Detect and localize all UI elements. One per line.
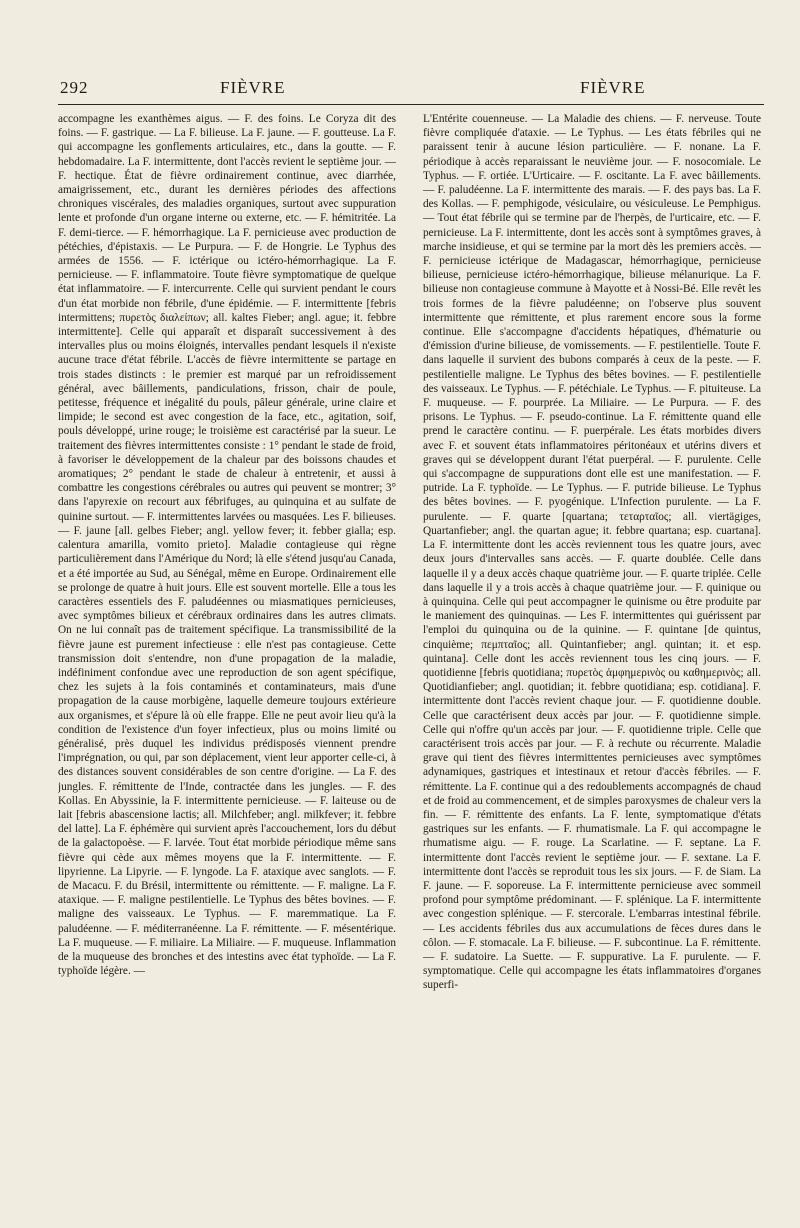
header-title-left: FIÈVRE — [220, 78, 286, 97]
right-column-text: L'Entérite couenneuse. — La Maladie des chiens. — F. nerveuse. Toute fièvre compliquée d'ataxie. — Le Typhus. — Les états fébriles qui ne paraissent tenir à aucune lésion particulière. — F. nonane. La F. périodique à accès reparaissant le neuvième jour. — F. nosocomiale. Le Typhus. — F. ortiée. L'Urticaire. — F. oscitante. La F. avec bâillements. — F. paludéenne. La F. intermittente des marais. — F. des pays bas. La F. des Kollas. — F. pemphigode, vésiculaire, ou vésiculeuse. Le Pemphigus. — Tout état fébrile qui se termine par de l'herpès, de l'urticaire, etc. — F. pernicieuse. La F. intermittente, dont les accès sont à symptômes graves, à marche insidieuse, et qui se termine par la mort dès les premiers accès. — F. pernicieuse ictérique de Madagascar, hémorrhagique, pernicieuse bilieuse, pernicieuse ictéro-hémorrhagique, bilieuse mélanurique. La F. bilieuse non contagieuse commune à Mayotte et à Nossi-Bé. Elle revêt les trois formes de la fièvre paludéenne; on l'observe plus souvent intermittente que rémittente, et plus rarement encore sous la forme continue. Elle s'accompagne d'accidents hépatiques, d'hématurie ou d'émission d'urine bilieuse, de vomissements. — F. pestilentielle. Toute F. dans laquelle il survient des bubons comparés à ceux de la peste. — F. pestilentielle maligne. Le Typhus des bêtes bovines. — F. pestilentielle des vaisseaux. Le Typhus. — F. pétéchiale. Le Typhus. — F. pituiteuse. La F. muqueuse. — F. pourprée. La Miliaire. — Le Purpura. — F. des prisons. Le Typhus. — F. pseudo-continue. La F. rémittente quand elle prend le caractère continu. — F. puerpérale. Les états morbides divers avec F. et souvent états inflammatoires péritonéaux et utérins divers et graves qui se développent durant l'état puerpéral. — F. purulente. Celle qui s'accompagne de suppurations dont elle est une manifestation. — F. putride. La F. typhoïde. — Le Typhus. — F. putride bilieuse. Le Typhus des bêtes bovines. — F. pyogénique. L'Infection purulente. — La F. purulente. — F. quarte [quartana; τεταρταῖος; all. viertägiges, Quartanfieber; angl. the quartan ague; it. febbre quartana; esp. cuartana]. La F. intermittente dont les accès reviennent tous les quatre jours, avec deux jours d'intervalles sans accès. — F. quarte doublée. Celle dans laquelle il y a deux accès chaque quatrième jour. — F. quarte triplée. Celle dans laquelle il y a trois accès à chaque quatrième jour. — F. quinique ou à quinquina. Celle qui peut accompagner le quinisme ou être produite par le maniement des quinquinas. — Les F. intermittentes qui guérissent par l'emploi du quinquina ou de la quinine. — F. quintane [de quintus, cinquième; πεμπταῖος; all. Quintanfieber; angl. quintan; it. et esp. quintana]. Celle dont les accès reviennent tous les cinq jours. — F. quotidienne [febris quotidiana; πυρετὸς ἀμφημερινὸς ou καθημερινὸς; all. Quotidianfieber; angl. quotidian; it. febbre quotidiana; esp. cotidiana]. F. intermittente dont l'accès revient chaque jour. — F. quotidienne double. Celle que caractérisent deux accès par jour. — F. quotidienne simple. Celle qui n'offre qu'un accès par jour. — F. quotidienne triple. Celle que caractérisent trois accès par jour. — F. à rechute ou récurrente. Maladie grave qui tient des fièvres intermittentes pernicieuses avec symptômes adynamiques, gastriques et intestinaux et retour d'accès fébriles. — F. rémittente. La F. continue qui a des redoublements accompagnés de chaud et de froid au commencement, et de simples paroxysmes de chaleur vers la fin. — F. rémittente des enfants. La F. lente, symptomatique d'états gastriques sur les enfants. — F. rhumatismale. La F. qui accompagne le rhumatisme aigu. — F. rouge. La Scarlatine. — F. septane. La F. intermittente dont l'accès revient le septième jour. — F. sextane. La F. intermittente dont l'accès se reproduit tous les six jours. — F. de Siam. La F. jaune. — F. soporeuse. La F. intermittente pernicieuse avec sommeil profond pour symptôme prédominant. — F. splénique. La F. intermittente avec congestion splénique. — F. stercorale. L'embarras intestinal fébrile. — Les accidents fébriles dus aux accumulations de fèces dures dans le côlon. — F. stomacale. La F. bilieuse. — F. subcontinue. La F. rémittente. — F. sudatoire. La Suette. — F. suppurative. La F. purulente. — F. symptomatique. Celle qui accompagne les états inflammatoires d'organes superfi- — [423, 113, 761, 992]
header-title-right: FIÈVRE — [580, 78, 646, 97]
right-column — [423, 112, 761, 1212]
header-rule — [58, 104, 764, 105]
page-number: 292 — [60, 78, 89, 97]
left-column — [58, 112, 396, 1212]
left-column-text: accompagne les exanthèmes aigus. — F. des foins. Le Coryza dit des foins. — F. gastrique. — La F. bilieuse. La F. jaune. — F. goutteuse. La F. qui accompagne les gonflements articulaires, etc., dans la goutte. — F. hebdomadaire. La F. intermittente, dont l'accès revient le septième jour. — F. hectique. État de fièvre ordinairement continue, avec diarrhée, amaigrissement, etc., durant les dernières périodes des affections chroniques viscérales, des maladies organiques, surtout avec suppuration lente et profonde d'un organe interne ou externe, etc. — F. hémitritée. La F. demi-tierce. — F. hémorrhagique. La F. pernicieuse avec production de pétéchies, d'épistaxis. — Le Purpura. — F. de Hongrie. Le Typhus des armées de 1556. — F. ictérique ou ictéro-hémorrhagique. La F. pernicieuse. — F. inflammatoire. Toute fièvre symptomatique de quelque état inflammatoire. — F. intercurrente. Celle qui survient pendant le cours d'un état morbide non fébrile, d'une épidémie. — F. intermittente [febris intermittens; πυρετὸς διαλείπων; all. kaltes Fieber; angl. ague; it. febbre intermittente]. Celle qui apparaît et disparaît successivement à des intervalles plus ou moins éloignés, intervalles pendant lesquels il n'existe aucune trace d'état fébrile. L'accès de fièvre intermittente se partage en trois stades distincts : le premier est marqué par un refroidissement général, avec bâillements, pandiculations, frisson, chair de poule, petitesse, fréquence et inégalité du pouls, pâleur générale, urine claire et limpide; le second est avec congestion de la face, etc., agitation, soif, pouls développé, urine rouge; le troisième est caractérisé par la sueur. Le traitement des fièvres intermittentes consiste : 1° pendant le stade de froid, à favoriser le développement de la chaleur par des boissons chaudes et aromatiques; 2° pendant le stade de chaleur à entretenir, et aussi à combattre les congestions cérébrales ou autres qui peuvent se montrer; 3° dans l'apyrexie on recourt aux fébrifuges, au quinquina et au sulfate de quinine surtout. — F. intermittentes larvées ou masquées. Les F. bilieuses. — F. jaune [all. gelbes Fieber; angl. yellow fever; it. febber gialla; esp. calentura amarilla, vomito prieto]. Maladie contagieuse qui règne particulièrement dans l'Amérique du Nord; là elle s'étend jusqu'au Canada, et a été importée au Sud, au Sénégal, même en Europe. Ordinairement elle se prolonge de quatre à huit jours. Elle est souvent mortelle. Elle a tous les caractères essentiels des F. paludéennes ou miasmatiques pernicieuses, avec symptômes bilieux et cérébraux ordinaires dans les autres climats. On ne lui connaît pas de traitement spécifique. La transmissibilité de la fièvre jaune est purement infectieuse : elle n'est pas contagieuse. Cette transmission doit s'entendre, non d'une propagation de la maladie, indéfiniment confondue avec une reproduction de son agent spécifique, chez les sujets à la fois contaminés et contaminateurs, mais d'une propagation de la cause morbigène, laquelle demeure toujours extérieure aux organismes, et s'épure là où elle frappe. Elle ne peut avoir lieu qu'à la condition de l'existence d'un foyer infectieux, plus ou moins limité ou généralisé, près duquel les individus prédisposés viennent prendre l'imprégnation, ou qui, par son déplacement, vient leur apporter celle-ci, à des distances souvent considérables de son centre d'origine. — La F. des jungles. F. rémittente de l'Inde, contractée dans les jungles. — F. des Kollas. En Abyssinie, la F. intermittente pernicieuse. — F. laiteuse ou de lait [febris abascensione lactis; all. Milchfeber; angl. milkfever; it. febbre del latte]. La F. éphémère qui survient après l'accouchement, lors du début de la galactopoèse. — F. larvée. Tout état morbide périodique même sans fièvre qui cède aux mêmes moyens que la F. intermittente. — F. lipyrienne. La Lipyrie. — F. lyngode. La F. ataxique avec sanglots. — F. de Macacu. F. du Brésil, intermittente ou rémittente. — F. maligne. La F. ataxique. — F. maligne pestilentielle. Le Typhus des bêtes bovines. — F. maligne des vaisseaux. Le Typhus. — F. maremmatique. La F. paludéenne. — F. méditerranéenne. La F. rémittente. — F. mésentérique. La F. muqueuse. — F. miliaire. La Miliaire. — F. muqueuse. Inflammation de la muqueuse des bronches et des intestins avec état typhoïde. — La F. typhoïde légère. — — [58, 113, 396, 978]
running-header — [60, 78, 760, 102]
